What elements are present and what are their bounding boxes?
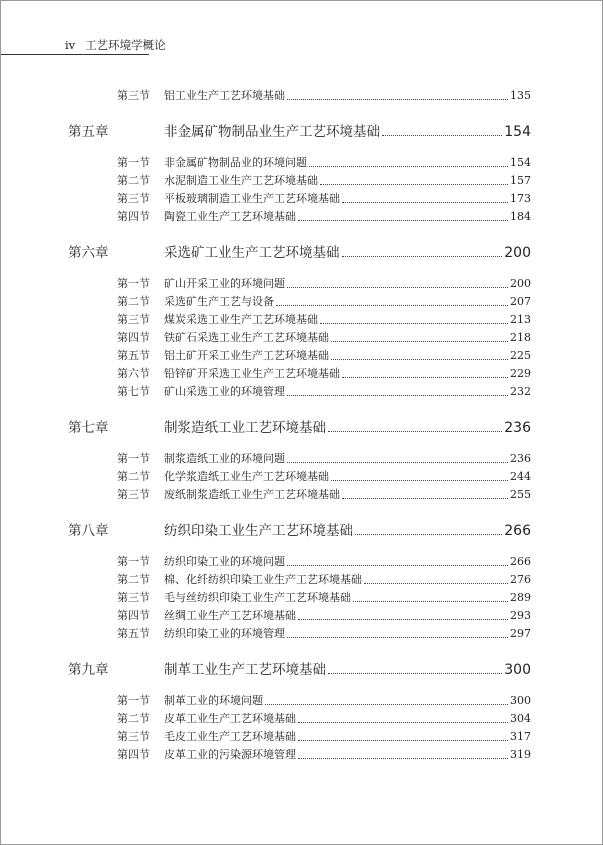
entry-label: 第一节 bbox=[117, 452, 150, 465]
toc-section-entry[interactable] bbox=[1, 607, 531, 625]
entry-page: 157 bbox=[510, 174, 531, 187]
entry-label: 第二节 bbox=[117, 712, 150, 725]
dot-leader bbox=[342, 498, 508, 499]
entry-title: 丝绸工业生产工艺环境基础 bbox=[164, 609, 296, 622]
toc-chapter-entry[interactable] bbox=[1, 123, 531, 141]
entry-page: 200 bbox=[504, 245, 531, 261]
entry-label: 第七章 bbox=[68, 420, 109, 436]
dot-leader bbox=[298, 220, 508, 221]
entry-title: 废纸制浆造纸工业生产工艺环境基础 bbox=[164, 488, 340, 501]
dot-leader bbox=[287, 565, 508, 566]
entry-title: 矿山开采工业的环境问题 bbox=[164, 277, 285, 290]
toc-section-entry[interactable] bbox=[1, 383, 531, 401]
entry-title: 铅锌矿开采选工业生产工艺环境基础 bbox=[164, 367, 340, 380]
entry-label: 第三节 bbox=[117, 730, 150, 743]
entry-title: 水泥制造工业生产工艺环境基础 bbox=[164, 174, 318, 187]
toc-chapter-entry[interactable] bbox=[1, 522, 531, 540]
dot-leader bbox=[328, 673, 502, 674]
toc-section-entry[interactable] bbox=[1, 154, 531, 172]
entry-page: 207 bbox=[510, 295, 531, 308]
entry-label: 第一节 bbox=[117, 694, 150, 707]
entry-page: 200 bbox=[510, 277, 531, 290]
entry-page: 184 bbox=[510, 210, 531, 223]
book-title: 工艺环境学概论 bbox=[85, 38, 166, 52]
dot-leader bbox=[287, 462, 508, 463]
toc-section-entry[interactable] bbox=[1, 172, 531, 190]
dot-leader bbox=[265, 704, 508, 705]
entry-page: 276 bbox=[510, 573, 531, 586]
toc-section-entry[interactable] bbox=[1, 468, 531, 486]
entry-title: 矿山采选工业的环境管理 bbox=[164, 385, 285, 398]
entry-label: 第一节 bbox=[117, 156, 150, 169]
entry-label: 第三节 bbox=[117, 313, 150, 326]
dot-leader bbox=[287, 637, 508, 638]
entry-page: 154 bbox=[504, 124, 531, 140]
entry-label: 第三节 bbox=[117, 89, 150, 102]
entry-page: 300 bbox=[510, 694, 531, 707]
dot-leader bbox=[331, 480, 508, 481]
toc-chapter-entry[interactable] bbox=[1, 244, 531, 262]
entry-page: 229 bbox=[510, 367, 531, 380]
dot-leader bbox=[355, 534, 502, 535]
toc-chapter-entry[interactable] bbox=[1, 419, 531, 437]
entry-page: 304 bbox=[510, 712, 531, 725]
toc-section-entry[interactable] bbox=[1, 692, 531, 710]
entry-title: 毛皮工业生产工艺环境基础 bbox=[164, 730, 296, 743]
toc-section-entry[interactable] bbox=[1, 571, 531, 589]
dot-leader bbox=[331, 359, 508, 360]
dot-leader bbox=[342, 256, 503, 257]
entry-page: 255 bbox=[510, 488, 531, 501]
entry-title: 铝工业生产工艺环境基础 bbox=[164, 89, 285, 102]
entry-page: 244 bbox=[510, 470, 531, 483]
entry-title: 陶瓷工业生产工艺环境基础 bbox=[164, 210, 296, 223]
entry-label: 第三节 bbox=[117, 591, 150, 604]
page-number: iv bbox=[65, 38, 76, 52]
toc-section-entry[interactable] bbox=[1, 710, 531, 728]
entry-title: 皮革工业生产工艺环境基础 bbox=[164, 712, 296, 725]
entry-page: 218 bbox=[510, 331, 531, 344]
toc-section-entry[interactable] bbox=[1, 365, 531, 383]
entry-label: 第二节 bbox=[117, 295, 150, 308]
entry-label: 第六节 bbox=[117, 367, 150, 380]
entry-page: 173 bbox=[510, 192, 531, 205]
toc-section-entry[interactable] bbox=[1, 311, 531, 329]
entry-page: 266 bbox=[504, 523, 531, 539]
dot-leader bbox=[298, 758, 508, 759]
entry-page: 213 bbox=[510, 313, 531, 326]
entry-label: 第七节 bbox=[117, 385, 150, 398]
entry-title: 化学浆造纸工业生产工艺环境基础 bbox=[164, 470, 329, 483]
toc-section-entry[interactable] bbox=[1, 208, 531, 226]
entry-label: 第四节 bbox=[117, 609, 150, 622]
entry-label: 第四节 bbox=[117, 210, 150, 223]
entry-page: 319 bbox=[510, 748, 531, 761]
dot-leader bbox=[287, 287, 508, 288]
toc-section-entry[interactable] bbox=[1, 347, 531, 365]
entry-page: 225 bbox=[510, 349, 531, 362]
dot-leader bbox=[320, 184, 508, 185]
dot-leader bbox=[276, 305, 508, 306]
entry-label: 第八章 bbox=[68, 523, 109, 539]
entry-title: 制浆造纸工业工艺环境基础 bbox=[164, 420, 326, 436]
dot-leader bbox=[342, 377, 508, 378]
dot-leader bbox=[298, 740, 508, 741]
running-header bbox=[65, 37, 166, 53]
entry-title: 采选矿工业生产工艺环境基础 bbox=[164, 245, 340, 261]
entry-page: 300 bbox=[504, 662, 531, 678]
dot-leader bbox=[298, 619, 508, 620]
entry-label: 第四节 bbox=[117, 748, 150, 761]
entry-label: 第二节 bbox=[117, 174, 150, 187]
entry-title: 非金属矿物制品业生产工艺环境基础 bbox=[164, 124, 380, 140]
entry-title: 平板玻璃制造工业生产工艺环境基础 bbox=[164, 192, 340, 205]
entry-label: 第一节 bbox=[117, 277, 150, 290]
dot-leader bbox=[331, 341, 508, 342]
entry-title: 制浆造纸工业的环境问题 bbox=[164, 452, 285, 465]
entry-title: 制革工业的环境问题 bbox=[164, 694, 263, 707]
toc-chapter-entry[interactable] bbox=[1, 661, 531, 679]
entry-page: 266 bbox=[510, 555, 531, 568]
entry-label: 第三节 bbox=[117, 192, 150, 205]
toc-section-entry[interactable] bbox=[1, 553, 531, 571]
entry-page: 135 bbox=[510, 89, 531, 102]
entry-page: 236 bbox=[504, 420, 531, 436]
toc-section-entry[interactable] bbox=[1, 625, 531, 643]
entry-title: 棉、化纤纺织印染工业生产工艺环境基础 bbox=[164, 573, 362, 586]
dot-leader bbox=[342, 202, 508, 203]
dot-leader bbox=[298, 722, 508, 723]
toc-section-entry[interactable] bbox=[1, 728, 531, 746]
dot-leader bbox=[287, 395, 508, 396]
table-of-contents bbox=[1, 87, 603, 764]
entry-label: 第九章 bbox=[68, 662, 109, 678]
toc-section-entry[interactable] bbox=[1, 746, 531, 764]
entry-title: 纺织印染工业的环境问题 bbox=[164, 555, 285, 568]
entry-page: 317 bbox=[510, 730, 531, 743]
entry-title: 铝土矿开采工业生产工艺环境基础 bbox=[164, 349, 329, 362]
toc-section-entry[interactable] bbox=[1, 589, 531, 607]
entry-page: 232 bbox=[510, 385, 531, 398]
entry-label: 第五节 bbox=[117, 627, 150, 640]
dot-leader bbox=[287, 99, 508, 100]
entry-label: 第三节 bbox=[117, 488, 150, 501]
entry-label: 第二节 bbox=[117, 573, 150, 586]
toc-section-entry[interactable] bbox=[1, 450, 531, 468]
dot-leader bbox=[320, 323, 508, 324]
entry-label: 第四节 bbox=[117, 331, 150, 344]
entry-title: 煤炭采选工业生产工艺环境基础 bbox=[164, 313, 318, 326]
entry-page: 293 bbox=[510, 609, 531, 622]
entry-label: 第五章 bbox=[68, 124, 109, 140]
entry-title: 制革工业生产工艺环境基础 bbox=[164, 662, 326, 678]
entry-title: 毛与丝纺织印染工业生产工艺环境基础 bbox=[164, 591, 351, 604]
entry-page: 236 bbox=[510, 452, 531, 465]
entry-label: 第一节 bbox=[117, 555, 150, 568]
entry-page: 297 bbox=[510, 627, 531, 640]
entry-title: 皮革工业的污染源环境管理 bbox=[164, 748, 296, 761]
dot-leader bbox=[382, 135, 502, 136]
entry-label: 第六章 bbox=[68, 245, 109, 261]
entry-label: 第二节 bbox=[117, 470, 150, 483]
dot-leader bbox=[309, 166, 508, 167]
entry-label: 第五节 bbox=[117, 349, 150, 362]
entry-page: 289 bbox=[510, 591, 531, 604]
dot-leader bbox=[364, 583, 508, 584]
entry-title: 纺织印染工业生产工艺环境基础 bbox=[164, 523, 353, 539]
toc-section-entry[interactable] bbox=[1, 275, 531, 293]
dot-leader bbox=[353, 601, 508, 602]
entry-title: 纺织印染工业的环境管理 bbox=[164, 627, 285, 640]
entry-title: 铁矿石采选工业生产工艺环境基础 bbox=[164, 331, 329, 344]
toc-section-entry[interactable] bbox=[1, 293, 531, 311]
entry-title: 非金属矿物制品业的环境问题 bbox=[164, 156, 307, 169]
dot-leader bbox=[328, 431, 502, 432]
header-rule bbox=[1, 54, 149, 55]
toc-section-entry[interactable] bbox=[1, 190, 531, 208]
toc-section-entry[interactable] bbox=[1, 87, 531, 105]
toc-section-entry[interactable] bbox=[1, 486, 531, 504]
toc-section-entry[interactable] bbox=[1, 329, 531, 347]
entry-title: 采选矿生产工艺与设备 bbox=[164, 295, 274, 308]
entry-page: 154 bbox=[510, 156, 531, 169]
